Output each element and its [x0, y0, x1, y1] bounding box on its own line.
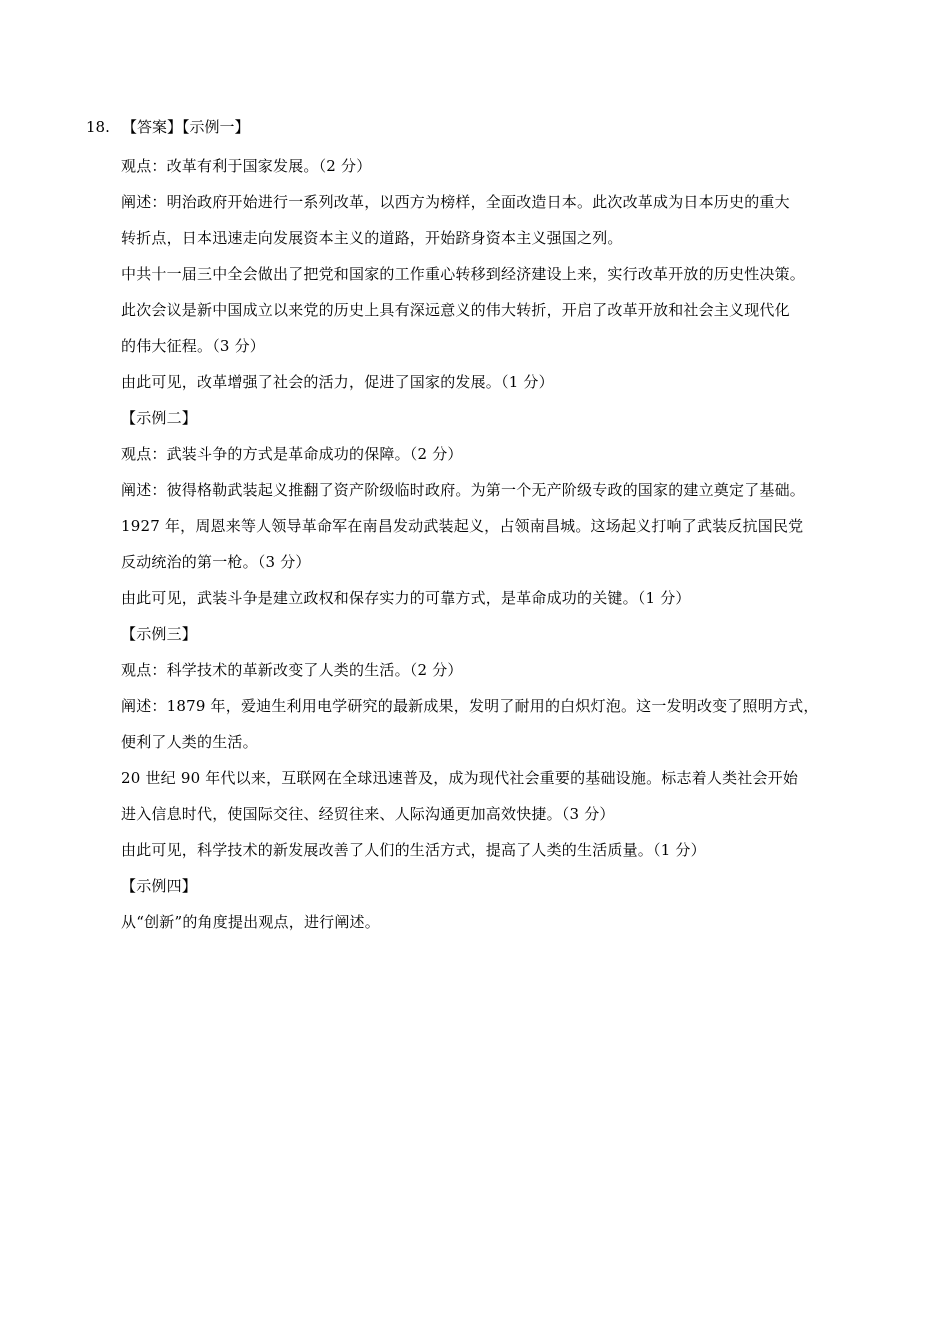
example-1-line: 中共十一届三中全会做出了把党和国家的工作重心转移到经济建设上来，实行改革开放的历史性决策。 — [121, 265, 806, 283]
example-2-line: 反动统治的第一枪。（3 分） — [121, 553, 311, 571]
example-4-line: 从“创新”的角度提出观点，进行阐述。 — [121, 913, 380, 931]
example-1-line: 观点：改革有利于国家发展。（2 分） — [121, 157, 372, 175]
example-1-line: 阐述：明治政府开始进行一系列改革，以西方为榜样，全面改造日本。此次改革成为日本历史的重大 — [121, 193, 790, 211]
example-1-line: 此次会议是新中国成立以来党的历史上具有深远意义的伟大转折，开启了改革开放和社会主义现代化 — [121, 301, 790, 319]
example-3-line: 便利了人类的生活。 — [121, 733, 258, 751]
example-1-line: 由此可见，改革增强了社会的活力，促进了国家的发展。（1 分） — [121, 373, 554, 391]
question-number: 18. — [86, 118, 110, 136]
example-4-label: 【示例四】 — [121, 877, 198, 895]
question-header — [86, 114, 250, 140]
example-3-line: 阐述：1879 年，爱迪生利用电学研究的最新成果，发明了耐用的白炽灯泡。这一发明改变了照明方式， — [121, 697, 819, 715]
example-3-line: 20 世纪 90 年代以来，互联网在全球迅速普及，成为现代社会重要的基础设施。标志着人类社会开始 — [121, 769, 799, 787]
example-3-line: 进入信息时代，使国际交往、经贸往来、人际沟通更加高效快捷。（3 分） — [121, 805, 615, 823]
example-one-label: 【示例一】 — [182, 118, 250, 136]
example-3-label: 【示例三】 — [121, 625, 198, 643]
example-1-line: 的伟大征程。（3 分） — [121, 337, 266, 355]
example-2-line: 阐述：彼得格勒武装起义推翻了资产阶级临时政府。为第一个无产阶级专政的国家的建立奠定了基础。 — [121, 481, 806, 499]
example-3-line: 由此可见，科学技术的新发展改善了人们的生活方式，提高了人类的生活质量。（1 分） — [121, 841, 706, 859]
example-3-line: 观点：科学技术的革新改变了人类的生活。（2 分） — [121, 661, 463, 679]
example-2-label: 【示例二】 — [121, 409, 198, 427]
example-1-line: 转折点，日本迅速走向发展资本主义的道路，开始跻身资本主义强国之列。 — [121, 229, 623, 247]
answer-label: 【答案】 — [122, 118, 183, 136]
example-2-line: 1927 年，周恩来等人领导革命军在南昌发动武装起义，占领南昌城。这场起义打响了武装反抗国民党 — [121, 517, 804, 535]
example-2-line: 观点：武装斗争的方式是革命成功的保障。（2 分） — [121, 445, 463, 463]
answer-body — [121, 148, 881, 940]
example-2-line: 由此可见，武装斗争是建立政权和保存实力的可靠方式，是革命成功的关键。（1 分） — [121, 589, 691, 607]
